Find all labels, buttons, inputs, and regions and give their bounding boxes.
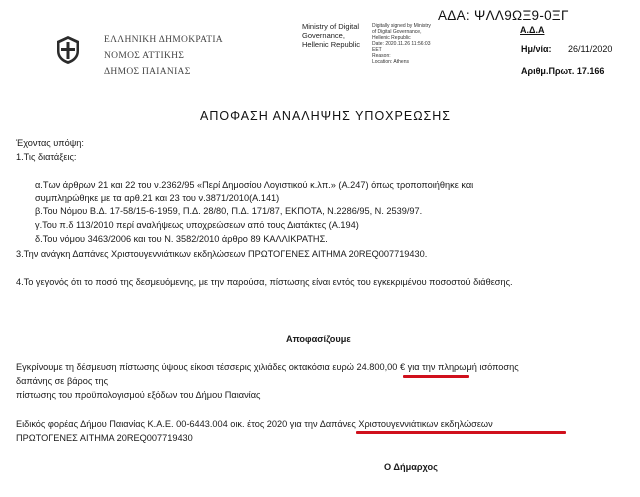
date-value: 26/11/2020 [568, 44, 613, 54]
document-title: ΑΠΟΦΑΣΗ ΑΝΑΛΗΨΗΣ ΥΠΟΧΡΕΩΣΗΣ [200, 109, 452, 123]
special-highlight: Δαπάνες Χριστουγεννιάτικων εκδηλώσεων [319, 419, 493, 429]
decides-heading: Αποφασίζουμε [286, 334, 351, 344]
signature-line-3: Hellenic Republic [372, 35, 411, 41]
amount-underline [403, 375, 469, 378]
signature-line-2: of Digital Governance, [372, 29, 422, 35]
expense-underline [356, 431, 566, 434]
item-4: 4.Το γεγονός ότι το ποσό της δεσμευόμενης, με την παρούσα, πίστωσης είναι εντός του εγκεκριμένου ποσοστού διάθεσης. [16, 277, 513, 287]
special-text-start: Ειδικός φορέας Δήμου Παιανίας Κ.Α.Ε. 00-6443.004 οικ. έτος 2020 για την [16, 419, 318, 429]
item-3: 3.Την ανάγκη Δαπάνες Χριστουγεννιάτικων εκδηλώσεων ΠΡΩΤΟΓΕΝΕΣ ΑΙΤΗΜΑ 20REQ007719430. [16, 249, 428, 259]
approval-amount: 24.800,00 € [356, 362, 406, 372]
signer-line-2: Governance, [302, 31, 345, 40]
approval-text-end: για την πληρωμή ισόποσης [407, 362, 519, 372]
signature-line-6: Reason: [372, 53, 391, 59]
clause-c: γ.Του π.δ 113/2010 περί αναλήψεως υποχρεώσεων από τους Διατάκτες (Α.194) [35, 220, 359, 230]
intro-text: Έχοντας υπόψη: [16, 138, 84, 148]
signer-line-1: Ministry of Digital [302, 22, 360, 31]
org-line-municipality: ΔΗΜΟΣ ΠΑΙΑΝΙΑΣ [104, 67, 191, 77]
approval-line-1 [16, 362, 519, 372]
signer-line-3: Hellenic Republic [302, 40, 360, 49]
clause-a-line-2: συμπληρώθηκε με τα αρθ.21 και 23 του ν.3871/2010(Α.141) [35, 193, 280, 203]
clause-a-line-1: α.Των άρθρων 21 και 22 του ν.2362/95 «Περί Δημοσίου Λογιστικού κ.λπ.» (Α.247) όπως τροποποιήθηκε και [35, 180, 474, 190]
approval-text-start: Εγκρίνουμε τη δέσμευση πίστωσης ύψους είκοσι τέσσερις χιλιάδες οκτακόσια ευρώ [16, 362, 354, 372]
date-label: Ημ/νία: [521, 44, 552, 54]
approval-line-2: δαπάνης σε βάρος της [16, 376, 109, 386]
org-line-country: ΕΛΛΗΝΙΚΗ ΔΗΜΟΚΡΑΤΙΑ [104, 35, 223, 45]
coat-of-arms-icon [52, 34, 84, 66]
signature-line-1: Digitally signed by Ministry [372, 23, 431, 29]
ada-code: ΑΔΑ: ΨΛΛ9ΩΞ9-0ΞΓ [438, 8, 569, 23]
special-line-2: ΠΡΩΤΟΓΕΝΕΣ ΑΙΤΗΜΑ 20REQ007719430 [16, 433, 193, 443]
approval-line-3: πίστωσης του προϋπολογισμού εξόδων του Δήμου Παιανίας [16, 390, 261, 400]
protocol-number: Αριθμ.Πρωτ. 17.166 [521, 66, 605, 76]
signature-line-7: Location: Athens [372, 59, 409, 65]
signature-line-5: EET [372, 47, 382, 53]
signoff: Ο Δήμαρχος [384, 462, 438, 472]
clause-d: δ.Του νόμου 3463/2006 και του Ν. 3582/2010 άρθρο 89 ΚΑΛΛΙΚΡΑΤΗΣ. [35, 234, 328, 244]
ada-small-label: Α.Δ.Α [520, 25, 545, 35]
org-line-prefecture: ΝΟΜΟΣ ΑΤΤΙΚΗΣ [104, 51, 185, 61]
special-line-1 [16, 419, 493, 429]
clause-b: β.Του Νόμου Β.Δ. 17-58/15-6-1959, Π.Δ. 28/80, Π.Δ. 171/87, ΕΚΠΟΤΑ, Ν.2286/95, Ν. 2539/97. [35, 206, 423, 216]
signature-line-4: Date: 2020.11.26 11:56:03 [372, 41, 431, 47]
item-1: 1.Τις διατάξεις: [16, 152, 77, 162]
